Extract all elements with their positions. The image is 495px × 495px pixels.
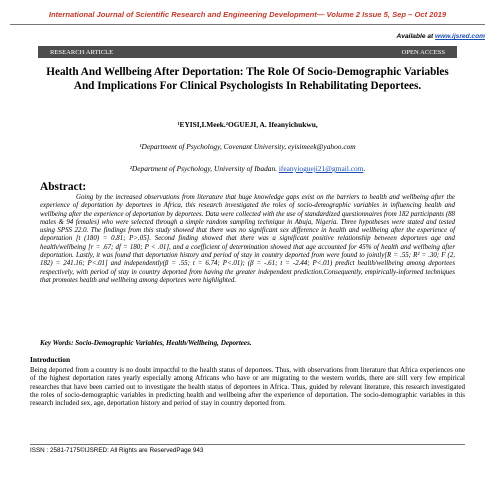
abstract-text: Going by the increased observations from literature that huge knowledge gaps exist on the barriers to health and wellbeing after the experience of deportation by deportees in Africa, this research investigated the roles of socio-demographic variables in influencing health and wellbeing after the experience of deportation by deportees. Data were collected with the use of standardized questionnaires from 182 participants (88 males & 94 females) who were selected through a simple random sampling technique in Abuja, Nigeria. Three hypotheses were stated and tested using SPSS 22.0. The findings from this study showed that there was no significant sex difference in health and wellbeing after the experience of deportation [t (180) = 0.81; P>.05]. Second finding showed that there was a significant positive relationship between deportees age and health/wellbeing [r = .67; df = 180; P < .01], and a coefficient of determination showed that age accounted for 45% of health and wellbeing after deportation. Lastly, it was found that deportation history and period of stay in country deported from were found to jointly[R = .55; R² = .30; F (2, 182) = 241.16; P<.01] and independently(β = .55; t = 6.74; P<.01); (β = -.61; t = -2.44; P<.01) predict health/wellbeing among deportees respectively, with period of stay in country deported from having the greater independent prediction.Consequently, empirically-informed techniques that promotes health and wellbeing among deportees were highlighted. <box>40 194 455 284</box>
journal-website-link[interactable]: www.ijsred.com <box>435 33 485 40</box>
affiliation-1: ¹Department of Psychology, Covenant University, eyisimeek@yahoo.com <box>139 142 356 151</box>
article-type-banner <box>38 46 457 58</box>
header-divider <box>10 24 485 25</box>
affiliation-2 <box>0 164 495 173</box>
author-email-link[interactable]: ifeanyiogueji21@gmail.com <box>278 164 364 173</box>
affiliation-2-period: . <box>363 164 366 173</box>
availability-line <box>397 33 485 40</box>
page-footer: ISSN : 2581-7175©IJSRED: All Rights are ReservedPage 943 <box>30 447 204 454</box>
affiliation-2-text: ²Department of Psychology, University of Ibadan. <box>129 164 279 173</box>
journal-header: International Journal of Scientific Research and Engineering Development— Volume 2 Issue 5, Sep – Oct 2019 <box>48 10 447 19</box>
abstract-heading: Abstract: <box>40 181 87 193</box>
available-label: Available at <box>396 33 436 40</box>
research-article-label: RESEARCH ARTICLE <box>50 48 114 56</box>
keywords: Key Words: Socio-Demographic Variables, Health/Wellbeing, Deportees. <box>40 339 252 347</box>
introduction-text: Being deported from a country is no doubt impactful to the health status of deportees. Thus, with observations from literature that Africa experiences one of the highest deportation rates yearly especially among Africans who have or are migrating to the western worlds, there are still very few empirical researches that have been carried out to investigate the health status of deportees in Africa. Thus, guided by relevant literature, this research investigated the roles of socio-demographic variables in predicting health and wellbeing after the experience of deportation. The socio-demographic variables in this research included sex, age, deportation history and period of stay in country deported from. <box>30 366 465 408</box>
paper-title: Health And Wellbeing After Deportation: The Role Of Socio-Demographic Variables And Implications For Clinical Psychologists In Rehabilitating Deportees. <box>46 66 449 92</box>
author-list: ¹EYISI,I.Meek.²OGUEJI, A. Ifeanyichukwu, <box>177 120 318 129</box>
introduction-heading: Introduction <box>30 355 71 364</box>
open-access-label: OPEN ACCESS <box>401 48 445 56</box>
footer-divider <box>30 444 465 445</box>
